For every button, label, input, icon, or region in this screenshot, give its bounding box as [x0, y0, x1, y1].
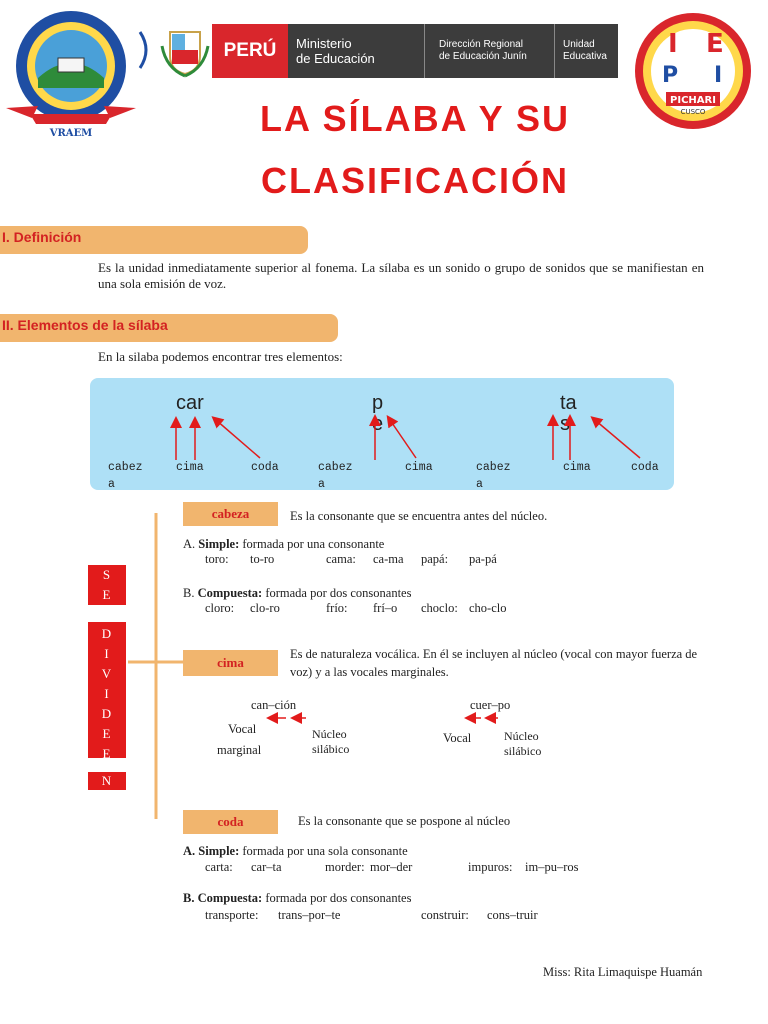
cabeza-definition: Es la consonante que se encuentra antes del núcleo. [290, 509, 548, 523]
tag-cabeza: cabeza [183, 502, 278, 526]
coda-simple-ex2-value: mor–der [370, 860, 413, 874]
label-cima-2: cima [405, 461, 433, 474]
label-cabeza-1: cabez a [108, 461, 143, 491]
minedu-banner [212, 24, 618, 78]
side-word-divide: D I V I D E E [88, 622, 126, 758]
coda-compuesta-ex1-value: trans–por–te [278, 908, 341, 922]
side-word-se: S E [88, 565, 126, 605]
unidad-label: Unidad Educativa [554, 24, 618, 78]
cabeza-simple-ex3: papá: [421, 552, 449, 566]
label-coda-1: coda [251, 461, 279, 474]
cabeza-simple-heading: A. Simple: formada por una consonante [183, 537, 385, 551]
svg-text:E: E [706, 29, 724, 59]
cima-definition: Es de naturaleza vocálica. En él se incluyen al núcleo (vocal con mayor fuerza de voz) y a las vocales marginales. [290, 647, 698, 679]
cabeza-simple-ex2: cama: [326, 552, 356, 566]
coda-compuesta-heading: B. Compuesta: formada por dos consonantes [183, 891, 412, 905]
coda-simple-heading: A. Simple: formada por una sola consonante [183, 844, 408, 858]
author-footer: Miss: Rita Limaquispe Huamán [543, 965, 703, 979]
label-cima-1: cima [176, 461, 204, 474]
coda-compuesta-ex2-value: cons–truir [487, 908, 538, 922]
section-definicion-heading: I. Definición [0, 226, 308, 254]
coda-simple-ex2: morder: [325, 860, 365, 874]
svg-text:I: I [714, 63, 723, 88]
cima-marginal-label: marginal [217, 743, 262, 757]
decorative-arc-icon [138, 30, 152, 70]
cima-example-2: cuer–po [470, 698, 511, 712]
coda-compuesta-ex2: construir: [421, 908, 469, 922]
cima-nucleo-label-1: Núcleo silábico [312, 727, 350, 756]
cima-vocal-label: Vocal [443, 731, 472, 745]
cima-example-1: can–ción [251, 698, 297, 712]
svg-text:P: P [662, 63, 679, 88]
peru-shield-icon [160, 26, 210, 78]
coda-definition: Es la consonante que se pospone al núcleo [298, 814, 511, 828]
svg-text:I: I [668, 29, 678, 59]
syllable-tas-ta: ta [560, 392, 577, 414]
coda-simple-ex1-value: car–ta [251, 860, 282, 874]
direccion-regional-label: Dirección Regional de Educación Junín [424, 24, 554, 78]
coda-simple-ex3-value: im–pu–ros [525, 860, 579, 874]
cabeza-compuesta-ex3: choclo: [421, 601, 458, 615]
logo-cusco-text: CUSCO [680, 108, 706, 116]
coda-simple-ex1: carta: [205, 860, 233, 874]
side-word-en: N [88, 772, 126, 790]
peru-label: PERÚ [212, 24, 288, 78]
label-cabeza-3: cabez a [476, 461, 511, 491]
cima-vocal-marginal-label: Vocal [228, 722, 257, 736]
tag-coda: coda [183, 810, 278, 834]
cima-arrows [266, 711, 516, 725]
syllable-pe-p: p [372, 392, 384, 414]
logo-pichari-text: PICHARI [670, 95, 716, 106]
syllable-car: car [176, 392, 204, 414]
cabeza-compuesta-heading: B. Compuesta: formada por dos consonantes [183, 586, 412, 600]
cabeza-simple-ex2-value: ca-ma [373, 552, 404, 566]
cabeza-compuesta-ex2: frío: [326, 601, 348, 615]
cabeza-compuesta-ex3-value: cho-clo [469, 601, 507, 615]
iepi-pichari-logo [632, 4, 754, 138]
cabeza-compuesta-ex2-value: frí–o [373, 601, 398, 615]
label-cabeza-2: cabez a [318, 461, 353, 491]
ugel-logo-bottom-text: VRAEM [49, 128, 93, 138]
cima-nucleo-label-2: Núcleo silábico [504, 729, 542, 758]
elementos-intro: En la silaba podemos encontrar tres elementos: [98, 349, 343, 364]
syllable-tas-s: s [560, 413, 570, 435]
title-line-2: CLASIFICACIÓN [261, 160, 569, 201]
coda-compuesta-ex1: transporte: [205, 908, 259, 922]
cabeza-simple-ex1-value: to-ro [250, 552, 275, 566]
title-line-1: LA SÍLABA Y SU [259, 98, 571, 139]
coda-simple-ex3: impuros: [468, 860, 513, 874]
cabeza-simple-ex3-value: pa-pá [469, 552, 497, 566]
label-coda-3: coda [631, 461, 659, 474]
cabeza-simple-ex1: toro: [205, 552, 229, 566]
section-elementos-heading: II. Elementos de la sílaba [0, 314, 338, 342]
tag-cima: cima [183, 650, 278, 676]
label-cima-3: cima [563, 461, 591, 474]
ugel-vraem-logo [2, 8, 140, 138]
syllable-pe-e: e [372, 413, 384, 435]
ministerio-label: Ministerio de Educación [296, 36, 375, 66]
cabeza-compuesta-ex1-value: clo-ro [250, 601, 280, 615]
cabeza-compuesta-ex1: cloro: [205, 601, 235, 615]
definicion-text: Es la unidad inmediatamente superior al fonema. La sílaba es un sonido o grupo de sonidos que se manifiestan en una sola emisión de voz. [98, 260, 704, 291]
